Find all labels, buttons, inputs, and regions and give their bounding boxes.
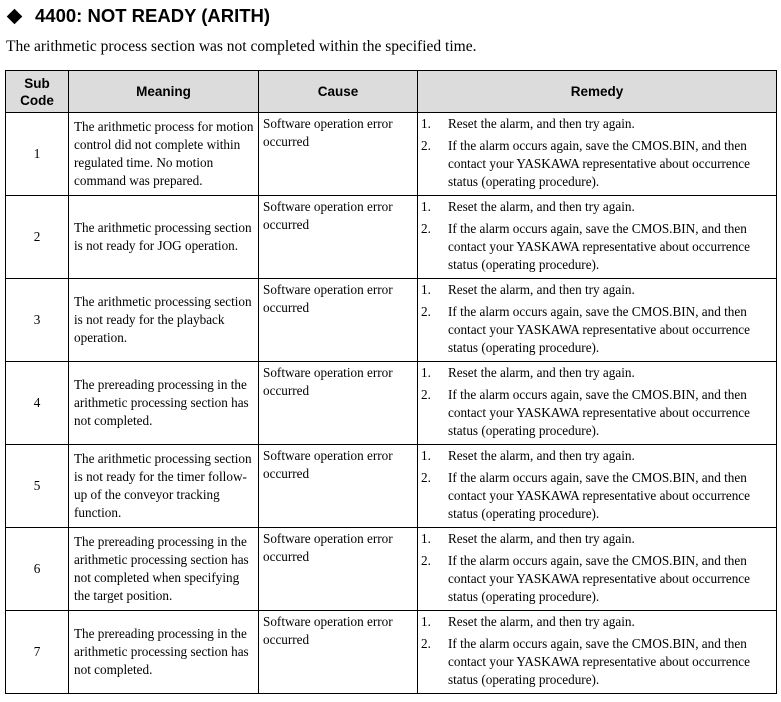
remedy-step: [421, 115, 772, 133]
cause-cell: Software operation error occurred: [259, 113, 418, 196]
remedy-step: [421, 281, 772, 299]
remedy-step-text: If the alarm occurs again, save the CMOS.BIN, and then contact your YASKAWA representative about occurrence status (operating procedure).: [448, 138, 751, 189]
remedy-cell: [418, 196, 777, 279]
remedy-step: [421, 469, 772, 523]
table-row: [6, 279, 777, 362]
remedy-step: [421, 137, 772, 191]
remedy-step: [421, 530, 772, 548]
cause-cell: Software operation error occurred: [259, 611, 418, 694]
remedy-step-text: Reset the alarm, and then try again.: [448, 199, 635, 214]
remedy-step-number: 1.: [421, 365, 431, 380]
cause-cell: Software operation error occurred: [259, 196, 418, 279]
remedy-step-text: Reset the alarm, and then try again.: [448, 116, 635, 131]
table-row: [6, 611, 777, 694]
remedy-step-text: If the alarm occurs again, save the CMOS.BIN, and then contact your YASKAWA representative about occurrence status (operating procedure).: [448, 553, 751, 604]
meaning-cell: The prereading processing in the arithmetic processing section has not completed.: [69, 611, 259, 694]
remedy-step: [421, 220, 772, 274]
sub-code-cell: 6: [6, 528, 69, 611]
remedy-step-number: 2.: [421, 470, 431, 485]
sub-code-cell: 7: [6, 611, 69, 694]
header-sub-code: Sub Code: [6, 71, 69, 113]
remedy-step-number: 1.: [421, 282, 431, 297]
meaning-cell: The prereading processing in the arithmetic processing section has not completed when specifying the target position.: [69, 528, 259, 611]
remedy-step-text: If the alarm occurs again, save the CMOS.BIN, and then contact your YASKAWA representative about occurrence status (operating procedure).: [448, 304, 751, 355]
alarm-title: 4400: NOT READY (ARITH): [35, 5, 271, 26]
remedy-step-number: 2.: [421, 304, 431, 319]
remedy-step: [421, 635, 772, 689]
remedy-step: [421, 613, 772, 631]
meaning-cell: The arithmetic process for motion control did not complete within regulated time. No motion command was prepared.: [69, 113, 259, 196]
sub-code-cell: 4: [6, 362, 69, 445]
sub-code-cell: 3: [6, 279, 69, 362]
table-body: [6, 113, 777, 694]
remedy-step-text: If the alarm occurs again, save the CMOS.BIN, and then contact your YASKAWA representative about occurrence status (operating procedure).: [448, 636, 751, 687]
remedy-cell: [418, 113, 777, 196]
cause-cell: Software operation error occurred: [259, 528, 418, 611]
header-meaning: Meaning: [69, 71, 259, 113]
remedy-step-text: If the alarm occurs again, save the CMOS.BIN, and then contact your YASKAWA representative about occurrence status (operating procedure).: [448, 221, 751, 272]
remedy-step-number: 1.: [421, 531, 431, 546]
remedy-step: [421, 386, 772, 440]
table-row: [6, 362, 777, 445]
remedy-step-number: 2.: [421, 387, 431, 402]
sub-code-cell: 5: [6, 445, 69, 528]
remedy-step-number: 1.: [421, 448, 431, 463]
header-cause: Cause: [259, 71, 418, 113]
remedy-step-number: 2.: [421, 138, 431, 153]
table-row: [6, 113, 777, 196]
remedy-step-number: 2.: [421, 636, 431, 651]
sub-code-cell: 1: [6, 113, 69, 196]
cause-cell: Software operation error occurred: [259, 362, 418, 445]
remedy-step-text: Reset the alarm, and then try again.: [448, 614, 635, 629]
table-row: [6, 445, 777, 528]
alarm-description: The arithmetic process section was not completed within the specified time.: [6, 38, 477, 55]
remedy-step: [421, 447, 772, 465]
table-row: [6, 528, 777, 611]
remedy-cell: [418, 528, 777, 611]
meaning-cell: The prereading processing in the arithmetic processing section has not completed.: [69, 362, 259, 445]
remedy-step: [421, 303, 772, 357]
sub-code-cell: 2: [6, 196, 69, 279]
remedy-step-number: 1.: [421, 614, 431, 629]
cause-cell: Software operation error occurred: [259, 279, 418, 362]
remedy-cell: [418, 611, 777, 694]
remedy-step-number: 2.: [421, 553, 431, 568]
cause-cell: Software operation error occurred: [259, 445, 418, 528]
remedy-step: [421, 552, 772, 606]
remedy-step-number: 2.: [421, 221, 431, 236]
remedy-cell: [418, 445, 777, 528]
alarm-table: [5, 70, 777, 694]
table-row: [6, 196, 777, 279]
remedy-step: [421, 198, 772, 216]
remedy-step-text: Reset the alarm, and then try again.: [448, 365, 635, 380]
table-header-row: [6, 71, 777, 113]
diamond-bullet-icon: [7, 8, 23, 24]
remedy-step-text: Reset the alarm, and then try again.: [448, 282, 635, 297]
meaning-cell: The arithmetic processing section is not ready for the playback operation.: [69, 279, 259, 362]
remedy-step-text: If the alarm occurs again, save the CMOS.BIN, and then contact your YASKAWA representative about occurrence status (operating procedure).: [448, 387, 751, 438]
remedy-cell: [418, 279, 777, 362]
remedy-step-number: 1.: [421, 199, 431, 214]
remedy-step-text: Reset the alarm, and then try again.: [448, 448, 635, 463]
remedy-step-text: If the alarm occurs again, save the CMOS.BIN, and then contact your YASKAWA representative about occurrence status (operating procedure).: [448, 470, 751, 521]
header-remedy: Remedy: [418, 71, 777, 113]
alarm-heading: [6, 4, 270, 28]
meaning-cell: The arithmetic processing section is not ready for JOG operation.: [69, 196, 259, 279]
remedy-step-text: Reset the alarm, and then try again.: [448, 531, 635, 546]
meaning-cell: The arithmetic processing section is not ready for the timer follow-up of the conveyor tracking function.: [69, 445, 259, 528]
remedy-step: [421, 364, 772, 382]
remedy-step-number: 1.: [421, 116, 431, 131]
remedy-cell: [418, 362, 777, 445]
